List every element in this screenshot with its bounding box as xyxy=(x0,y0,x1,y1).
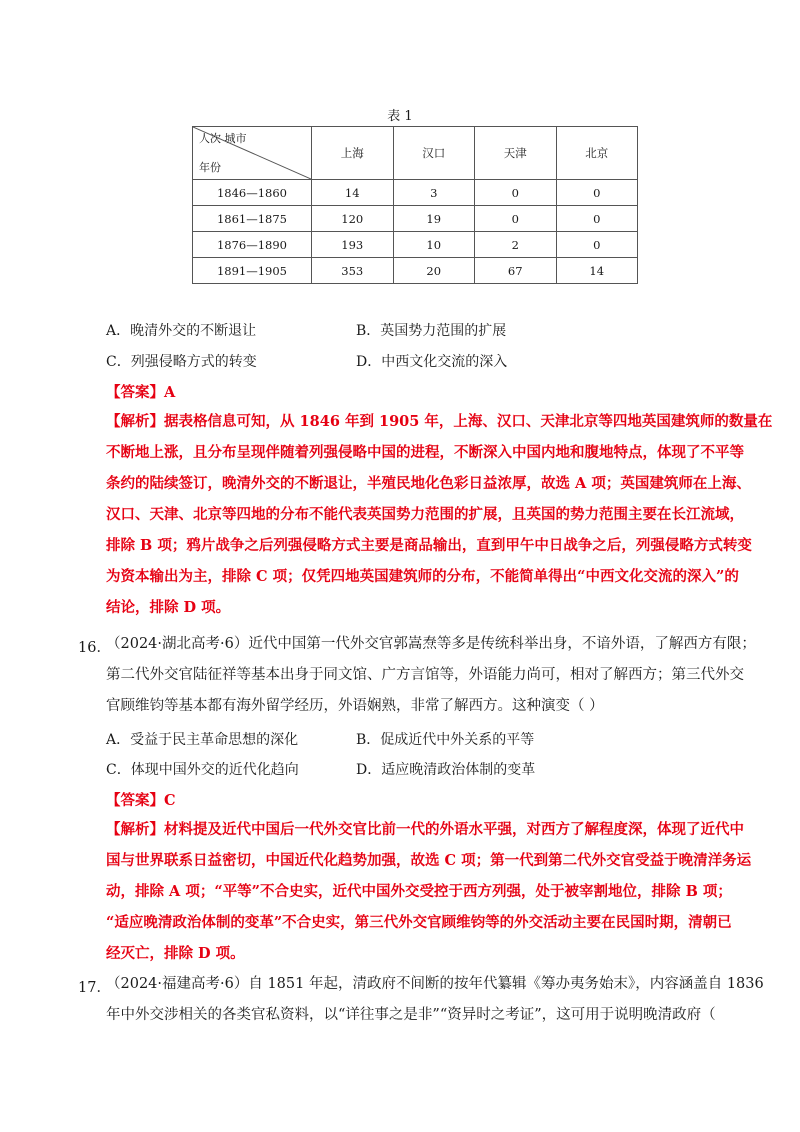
q16-explanation xyxy=(106,814,752,969)
question-line: 官顾维钧等基本都有海外留学经历，外语娴熟，非常了解西方。这种演变（ ） xyxy=(106,698,604,714)
table-cell: 14 xyxy=(312,180,394,206)
question-line: 年中外交涉相关的各类官私资料，以“详往事之是非”“资异时之考证”，这可用于说明晚清政府（ xyxy=(106,1007,716,1023)
table-cell: 2 xyxy=(475,232,557,258)
table-cell: 0 xyxy=(475,206,557,232)
q16-option-a: A．受益于民主革命思想的深化 xyxy=(106,732,299,748)
table-cell: 353 xyxy=(312,258,394,284)
q17-number: 17． xyxy=(78,980,111,996)
column-header-city: 汉口 xyxy=(393,127,475,180)
table-caption: 表 1 xyxy=(387,109,413,124)
row-year: 1846—1860 xyxy=(193,180,312,206)
table-cell: 67 xyxy=(475,258,557,284)
table-cell: 20 xyxy=(393,258,475,284)
table-row xyxy=(193,258,638,284)
row-year: 1876—1890 xyxy=(193,232,312,258)
explanation-line: “适应晚清政治体制的变革”不合史实，第三代外交官顾维钧等的外交活动主要在民国时期，清朝已 xyxy=(106,914,732,931)
question-line: （2024·湖北高考·6）近代中国第一代外交官郭嵩焘等多是传统科举出身，不谙外语，了解西方有限； xyxy=(106,636,756,652)
diagonal-header-cell xyxy=(193,127,312,180)
explanation-line: 为资本输出为主，排除 C 项；仅凭四地英国建筑师的分布，不能简单得出“中西文化交流的深入”的 xyxy=(106,568,739,585)
q16-answer: 【答案】C xyxy=(106,792,176,809)
q15-option-b: B．英国势力范围的扩展 xyxy=(356,323,507,339)
explanation-line: 汉口、天津、北京等四地的分布不能代表英国势力范围的扩展，且英国的势力范围主要在长江流域， xyxy=(106,506,744,523)
table-cell: 10 xyxy=(393,232,475,258)
q16-option-d: D．适应晚清政治体制的变革 xyxy=(356,762,536,778)
header-year-label: 年份 xyxy=(199,161,221,174)
table-cell: 120 xyxy=(312,206,394,232)
explanation-line: 条约的陆续签订，晚清外交的不断退让，半殖民地化色彩日益浓厚，故选 A 项；英国建筑师在上海、 xyxy=(106,475,751,492)
q16-stem xyxy=(106,629,756,722)
q15-explanation xyxy=(106,406,773,623)
explanation-line: 动，排除 A 项；“平等”不合史实，近代中国外交受控于西方列强，处于被宰割地位，排除 B 项； xyxy=(106,883,732,900)
q15-answer: 【答案】A xyxy=(106,384,176,401)
table-cell: 14 xyxy=(556,258,638,284)
explanation-line: 国与世界联系日益密切，中国近代化趋势加强，故选 C 项；第一代到第二代外交官受益于晚清洋务运 xyxy=(106,852,752,869)
q15-option-d: D．中西文化交流的深入 xyxy=(356,354,508,370)
table-cell: 19 xyxy=(393,206,475,232)
explanation-line: 【解析】据表格信息可知，从 1846 年到 1905 年，上海、汉口、天津北京等四地英国建筑师的数量在 xyxy=(106,413,773,430)
explanation-line: 排除 B 项；鸦片战争之后列强侵略方式主要是商品输出，直到甲午中日战争之后，列强侵略方式转变 xyxy=(106,537,752,554)
table-row xyxy=(193,206,638,232)
table-cell: 0 xyxy=(556,232,638,258)
explanation-line: 【解析】材料提及近代中国后一代外交官比前一代的外语水平强，对西方了解程度深，体现了近代中 xyxy=(106,821,744,838)
explanation-line: 经灭亡，排除 D 项。 xyxy=(106,945,245,962)
q16-option-b: B．促成近代中外关系的平等 xyxy=(356,732,535,748)
header-cities-label: 人次 城市 xyxy=(199,132,247,145)
table-cell: 0 xyxy=(475,180,557,206)
q15-option-c: C．列强侵略方式的转变 xyxy=(106,354,257,370)
column-header-city: 北京 xyxy=(556,127,638,180)
q16-number: 16． xyxy=(78,640,111,656)
table-cell: 3 xyxy=(393,180,475,206)
table-cell: 0 xyxy=(556,180,638,206)
question-line: 第二代外交官陆征祥等基本出身于同文馆、广方言馆等，外语能力尚可，相对了解西方；第三代外交 xyxy=(106,667,744,683)
q16-option-c: C．体现中国外交的近代化趋向 xyxy=(106,762,299,778)
table-row xyxy=(193,180,638,206)
row-year: 1891—1905 xyxy=(193,258,312,284)
row-year: 1861—1875 xyxy=(193,206,312,232)
table-header-row xyxy=(193,127,638,180)
table-cell: 0 xyxy=(556,206,638,232)
question-line: （2024·福建高考·6）自 1851 年起，清政府不间断的按年代纂辑《筹办夷务始末》，内容涵盖自 1836 xyxy=(106,976,764,992)
explanation-line: 不断地上涨，且分布呈现伴随着列强侵略中国的进程，不断深入中国内地和腹地特点，体现了不平等 xyxy=(106,444,744,461)
architect-table xyxy=(192,126,638,284)
table-row xyxy=(193,232,638,258)
column-header-city: 上海 xyxy=(312,127,394,180)
table-cell: 193 xyxy=(312,232,394,258)
explanation-line: 结论，排除 D 项。 xyxy=(106,599,231,616)
q17-stem xyxy=(106,969,764,1031)
q15-option-a: A．晚清外交的不断退让 xyxy=(106,323,257,339)
column-header-city: 天津 xyxy=(475,127,557,180)
